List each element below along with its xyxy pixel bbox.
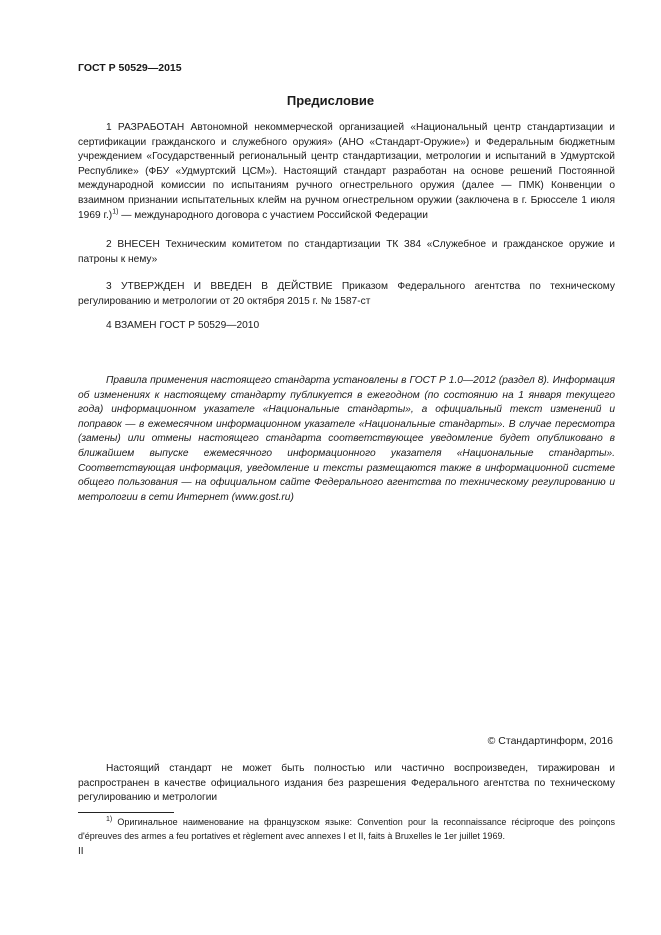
footnote-text: Оригинальное наименование на французском языке: Convention pour la reconnaissance réciproque des poinçons d'épreuves des armes a feu portatives et règlement avec annexes I et II, faits à Bruxelles le 1er juillet 1969. (78, 817, 615, 841)
page-number: II (78, 846, 84, 857)
copyright-notice: © Стандартинформ, 2016 (487, 735, 613, 747)
footnote (78, 816, 615, 843)
application-rules-note: Правила применения настоящего стандарта установлены в ГОСТ Р 1.0—2012 (раздел 8). Информация об изменениях к настоящему стандарту публикуется в ежегодном (по состоянию на 1 января текущего года) информационном указателе «Национальные стандарты», а официальный текст изменений и поправок — в ежемесячном информационном указателе «Национальные стандарты». В случае пересмотра (замены) или отмены настоящего стандарта соответствующее уведомление будет опубликовано в ближайшем выпуске ежемесячного информационного указателя «Национальные стандарты». Соответствующая информация, уведомление и тексты размещаются также в информационной системе общего пользования — на официальном сайте Федерального агентства по техническому регулированию и метрологии в сети Интернет (www.gost.ru) (78, 375, 615, 503)
section-text-tail: — международного договора с участием Российской Федерации (118, 209, 428, 221)
section-developed (78, 121, 615, 223)
page-title: Предисловие (286, 93, 375, 108)
document-id-header: ГОСТ Р 50529—2015 (78, 62, 182, 74)
section-replaces (78, 319, 615, 334)
reproduction-notice: Настоящий стандарт не может быть полностью или частично воспроизведен, тиражирован и распространен в качестве официального издания без разрешения Федерального агентства по техническому регулированию и метрологии (78, 763, 615, 804)
section-text: 1 РАЗРАБОТАН Автономной некоммерческой организацией «Национальный центр стандартизации и сертификации гражданского и служебного оружия» (АНО «Стандарт-Оружие») и Федеральным бюджетным учреждением «Государственный региональный центр стандартизации, метрологии и испытаний в Удмуртской Республике» (ФБУ «Удмуртский ЦСМ»). Настоящий стандарт разработан на основе решений Постоянной международной комиссии по испытаниям ручного огнестрельного оружия (далее — ПМК) Конвенции о взаимном признании испытательных клейм на ручном огнестрельном оружии (заключена в г. Брюсселе 1 июля 1969 г.) (78, 122, 615, 221)
footnote-divider (78, 812, 174, 813)
section-approved (78, 280, 615, 309)
section-submitted (78, 238, 615, 267)
footnote-mark: 1) (106, 816, 113, 823)
section-text: 4 ВЗАМЕН ГОСТ Р 50529—2010 (106, 320, 260, 331)
section-text: 2 ВНЕСЕН Техническим комитетом по стандартизации ТК 384 «Служебное и гражданское оружие и патроны к нему» (78, 239, 615, 265)
section-text: 3 УТВЕРЖДЕН И ВВЕДЕН В ДЕЙСТВИЕ Приказом Федерального агентства по техническому регулированию и метрологии от 20 октября 2015 г. № 1587-ст (78, 281, 615, 307)
footnote-ref: 1) (112, 208, 119, 216)
